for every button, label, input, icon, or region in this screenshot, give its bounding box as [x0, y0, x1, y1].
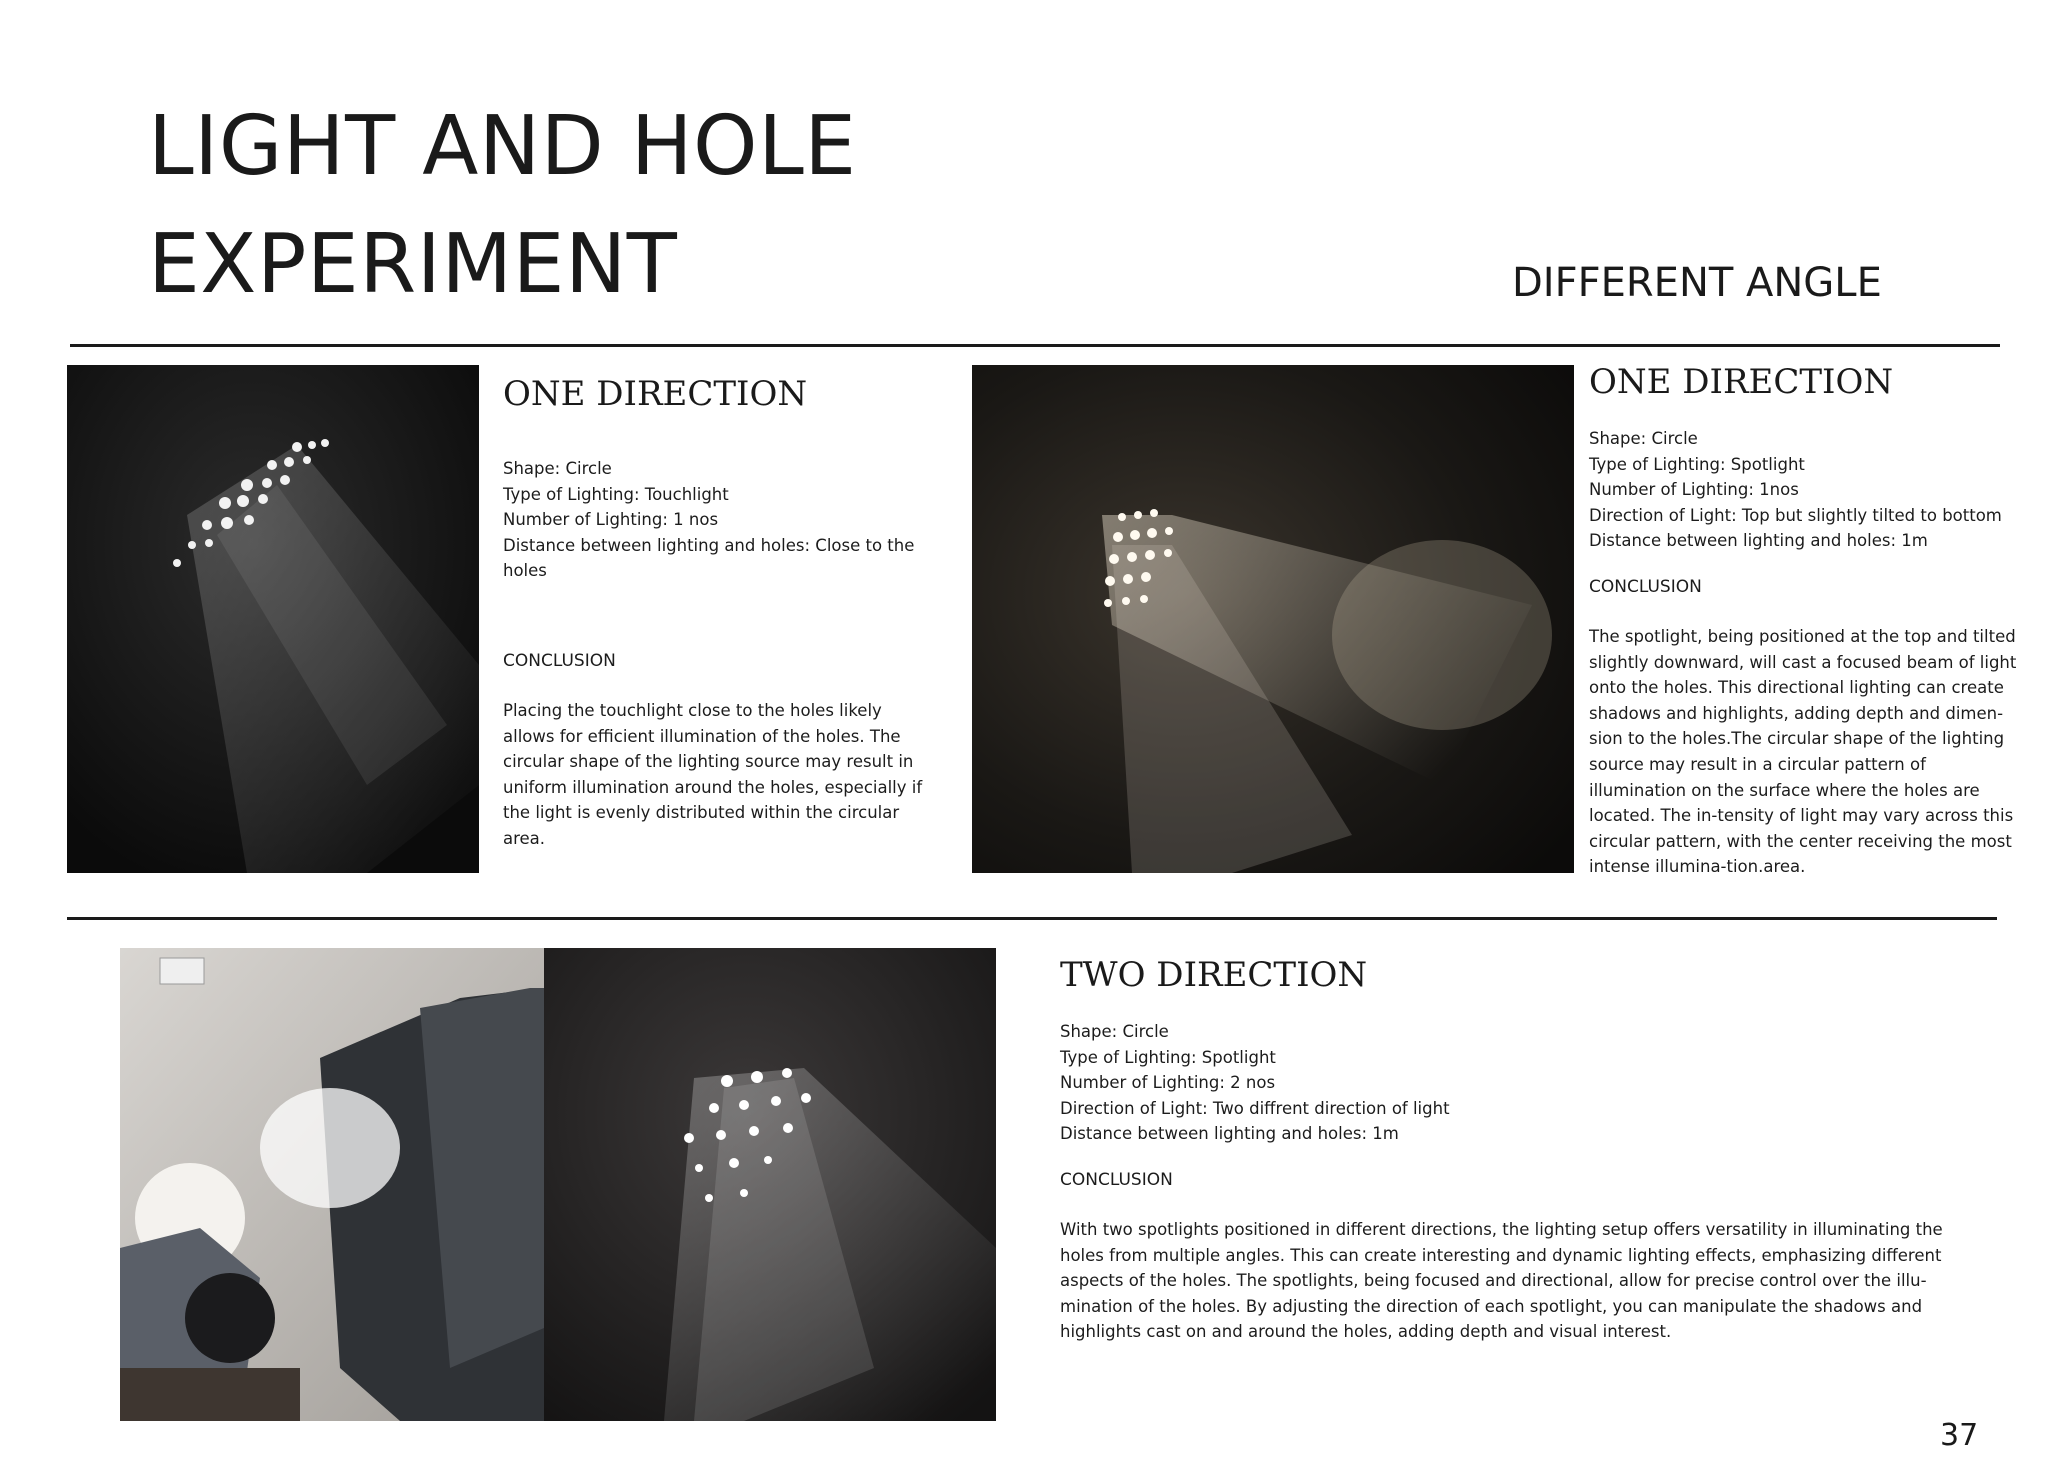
spec-distance: Distance between lighting and holes: 1m [1589, 531, 1928, 551]
spec-list [503, 456, 923, 584]
middle-divider [67, 917, 1997, 920]
top-divider [70, 344, 2000, 347]
conclusion-text: The spotlight, being positioned at the top and tilted slightly downward, will cast a focused beam of light onto the holes. This directional lighting can create shadows and highlights, adding depth and dimen-sion to the holes.The circular shape of the lighting source may result in a circular pattern of illumination on the surface where the holes are located. The in-tensity of light may vary across this circular pattern, with the center receiving the most intense illumina-tion.area. [1589, 626, 2017, 877]
spec-lighting-count: Number of Lighting: 2 nos [1060, 1073, 1276, 1093]
conclusion-label: CONCLUSION [503, 650, 616, 671]
two-spotlights-photo [544, 948, 996, 1421]
spec-lighting-type: Type of Lighting: Touchlight [503, 484, 729, 504]
spec-direction: Direction of Light: Two diffrent direction of light [1060, 1098, 1450, 1118]
panel-heading: ONE DIRECTION [503, 374, 808, 414]
setup-photo [120, 948, 544, 1421]
conclusion-text: With two spotlights positioned in different directions, the lighting setup offers versatility in illuminating the holes from multiple angles. This can create interesting and dynamic lighting effects, emphasizing different aspects of the holes. The spotlights, being focused and directional, allow for precise control over the illu-mination of the holes. By adjusting the direction of each spotlight, you can manipulate the shadows and highlights cast on and around the holes, adding depth and visual interest. [1060, 1219, 1943, 1342]
panel-two-direction [1060, 955, 1960, 1345]
spec-lighting-count: Number of Lighting: 1 nos [503, 510, 719, 530]
touchlight-photo [67, 365, 479, 873]
spec-shape: Shape: Circle [1060, 1022, 1169, 1041]
spotlight-tilted-photo [972, 365, 1574, 873]
spec-list [1589, 426, 2025, 554]
spec-shape: Shape: Circle [503, 459, 612, 478]
spec-distance: Distance between lighting and holes: 1m [1060, 1124, 1399, 1144]
spec-lighting-type: Type of Lighting: Spotlight [1589, 454, 1805, 474]
conclusion-label: CONCLUSION [1589, 576, 1702, 597]
spec-distance: Distance between lighting and holes: Close to the holes [503, 535, 915, 581]
panel-one-direction-spotlight [1589, 362, 2025, 880]
spec-list [1060, 1019, 1960, 1147]
page-title-line-2: EXPERIMENT [148, 217, 678, 312]
spec-direction: Direction of Light: Top but slightly tilted to bottom [1589, 505, 2002, 525]
page-title [148, 88, 857, 324]
spec-lighting-count: Number of Lighting: 1nos [1589, 480, 1799, 500]
panel-one-direction-touchlight [503, 374, 923, 852]
page-title-line-1: LIGHT AND HOLE [148, 99, 857, 194]
spec-shape: Shape: Circle [1589, 429, 1698, 448]
spec-lighting-type: Type of Lighting: Spotlight [1060, 1047, 1276, 1067]
panel-heading: ONE DIRECTION [1589, 362, 1894, 402]
panel-heading: TWO DIRECTION [1060, 955, 1368, 995]
page-number: 37 [1940, 1418, 1979, 1453]
conclusion-text: Placing the touchlight close to the holes likely allows for efficient illumination of the holes. The circular shape of the lighting source may result in uniform illumination around the holes, especially if the light is evenly distributed within the circular area. [503, 700, 923, 848]
conclusion-label: CONCLUSION [1060, 1169, 1173, 1190]
page-subtitle: DIFFERENT ANGLE [1512, 260, 1882, 306]
